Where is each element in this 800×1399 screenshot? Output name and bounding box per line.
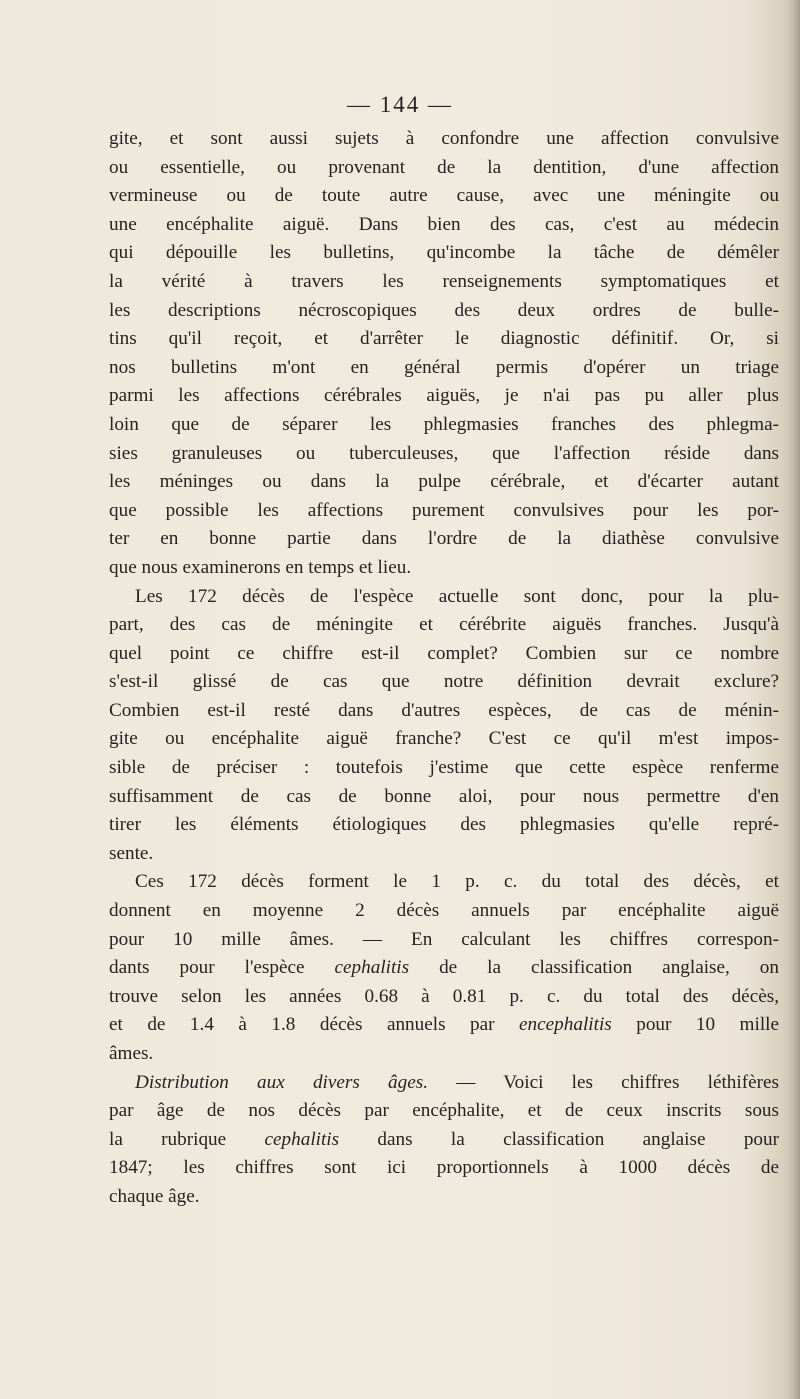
text-line: trouve selon les années 0.68 à 0.81 p. c. du total des décès, — [109, 985, 779, 1007]
text-line: donnent en moyenne 2 décès annuels par encéphalite aiguë — [109, 900, 779, 922]
text-line: quel point ce chiffre est-il complet? Combien sur ce nombre — [109, 642, 779, 664]
text-line — [109, 954, 779, 983]
text-line — [109, 1069, 779, 1098]
italic-term: Distribution aux divers âges. — [135, 1071, 429, 1093]
text-line: Combien est-il resté dans d'autres espèces, de cas de ménin- — [109, 699, 779, 721]
text-line — [109, 1011, 779, 1040]
text-line: gite ou encéphalite aiguë franche? C'est ce qu'il m'est impos- — [109, 728, 779, 750]
text-line: part, des cas de méningite et cérébrite aiguës franches. Jusqu'à — [109, 614, 779, 636]
text-line: sies granuleuses ou tuberculeuses, que l'affection réside dans — [109, 442, 779, 464]
text-line: Les 172 décès de l'espèce actuelle sont donc, pour la plu- — [135, 585, 779, 607]
text-segment: pour 10 mille — [611, 1014, 779, 1036]
text-line: chaque âge. — [109, 1185, 200, 1207]
text-line: gite, et sont aussi sujets à confondre une affection convulsive — [109, 128, 779, 149]
text-line: ou essentielle, ou provenant de la dentition, d'une affection — [109, 156, 779, 178]
italic-term: cephalitis — [264, 1128, 340, 1150]
text-line: pour 10 mille âmes. — En calculant les chiffres correspon- — [109, 928, 779, 950]
text-segment: et de 1.4 à 1.8 décès annuels par — [109, 1014, 520, 1036]
text-line: une encéphalite aiguë. Dans bien des cas, c'est au médecin — [109, 213, 779, 235]
text-segment: de la classification anglaise, on — [409, 957, 779, 979]
text-line: que possible les affections purement convulsives pour les por- — [109, 499, 779, 521]
text-line: parmi les affections cérébrales aiguës, je n'ai pas pu aller plus — [109, 385, 779, 407]
text-segment: la rubrique — [109, 1128, 265, 1150]
text-line: vermineuse ou de toute autre cause, avec une méningite ou — [109, 185, 779, 207]
text-line: Ces 172 décès forment le 1 p. c. du total des décès, et — [135, 871, 779, 893]
page-edge-shadow — [786, 0, 800, 1399]
page-number: — 144 — — [347, 92, 453, 117]
text-line: âmes. — [109, 1043, 154, 1064]
text-segment: dants pour l'espèce — [109, 957, 335, 979]
italic-term: encephalitis — [519, 1014, 612, 1036]
text-line: sente. — [109, 842, 154, 864]
text-line: s'est-il glissé de cas que notre définition devrait exclure? — [109, 671, 779, 693]
text-line: qui dépouille les bulletins, qu'incombe la tâche de démêler — [109, 242, 779, 264]
text-line: tins qu'il reçoit, et d'arrêter le diagnostic définitif. Or, si — [109, 328, 779, 350]
text-line: que nous examinerons en temps et lieu. — [109, 556, 412, 578]
text-segment: — Voici les chiffres léthifères — [428, 1071, 779, 1093]
italic-term: cephalitis — [334, 957, 410, 979]
text-line: 1847; les chiffres sont ici proportionnels à 1000 décès de — [109, 1157, 779, 1179]
text-segment: dans la classification anglaise pour — [339, 1128, 779, 1150]
text-line: suffisamment de cas de bonne aloi, pour nous permettre d'en — [109, 785, 779, 807]
text-line: les méninges ou dans la pulpe cérébrale, et d'écarter autant — [109, 471, 779, 493]
body-text — [109, 125, 779, 1212]
text-line: nos bulletins m'ont en général permis d'opérer un triage — [109, 356, 779, 378]
text-line — [109, 1126, 779, 1155]
text-line: par âge de nos décès par encéphalite, et de ceux inscrits sous — [109, 1100, 779, 1122]
text-line: ter en bonne partie dans l'ordre de la diathèse convulsive — [109, 528, 779, 550]
text-line: tirer les éléments étiologiques des phlegmasies qu'elle repré- — [109, 814, 779, 836]
text-line: les descriptions nécroscopiques des deux ordres de bulle- — [109, 299, 779, 321]
text-line: sible de préciser : toutefois j'estime que cette espèce renferme — [109, 757, 779, 779]
text-line: loin que de séparer les phlegmasies franches des phlegma- — [109, 413, 779, 435]
text-line: la vérité à travers les renseignements symptomatiques et — [109, 270, 779, 292]
